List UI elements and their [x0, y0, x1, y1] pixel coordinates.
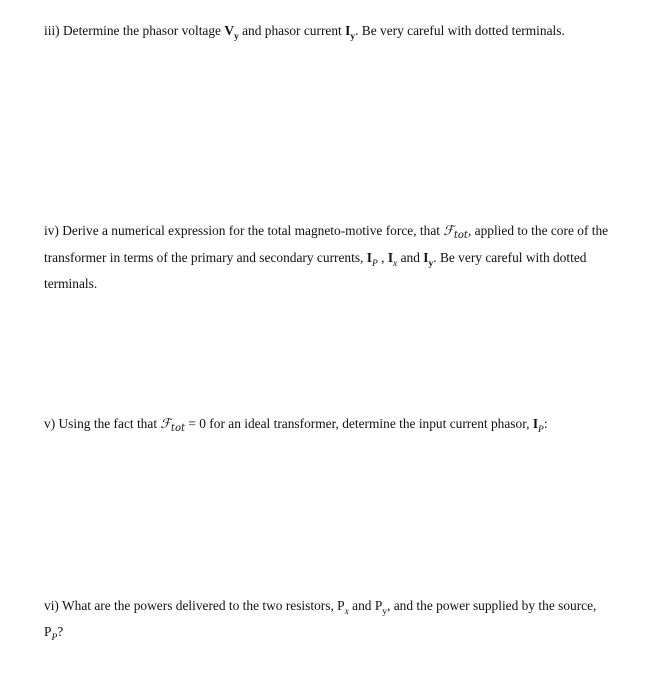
q4-iy-symbol: I	[423, 250, 429, 265]
q4-text-1: iv) Derive a numerical expression for the total magneto-motive force, that	[44, 223, 444, 238]
q4-text-3: . Be very careful with dotted terminals.	[44, 250, 587, 291]
q6-px-subscript: x	[344, 607, 349, 617]
q5-mmf-subscript: tot	[170, 423, 185, 434]
q6-text-2: , and the power supplied by the source, P	[44, 598, 597, 639]
q5-ip-subscript: P	[538, 425, 544, 435]
q4-comma: ,	[377, 250, 388, 265]
q3-current-symbol: I	[345, 23, 351, 38]
q4-mmf-subscript: tot	[453, 230, 468, 241]
q6-pp-subscript: P	[51, 633, 58, 643]
q5-mmf-symbol: ℱ	[160, 417, 171, 432]
q5-equals-zero: = 0	[184, 416, 206, 431]
question-iii	[44, 18, 614, 44]
q4-mmf-symbol: ℱ	[443, 224, 454, 239]
q3-voltage-subscript: y	[234, 32, 239, 42]
q4-text-2: , applied to the core of the transformer in terms of the primary and secondary currents,	[44, 223, 609, 265]
q3-text-2: and phasor current	[238, 23, 346, 38]
question-vi	[44, 593, 614, 645]
q6-and: and P	[348, 598, 383, 613]
q5-text-2: for an ideal transformer, determine the input current phasor,	[205, 416, 533, 431]
q3-text-3: . Be very careful with dotted terminals.	[355, 23, 565, 38]
q6-text-1: vi) What are the powers delivered to the two resistors, P	[44, 598, 345, 613]
q6-py-subscript: y	[382, 607, 388, 617]
q6-text-3: ?	[57, 624, 64, 639]
q3-voltage-symbol: V	[224, 23, 235, 38]
q5-text-1: v) Using the fact that	[44, 416, 161, 431]
q3-current-subscript: y	[350, 32, 356, 42]
q5-ip-symbol: I	[532, 416, 539, 431]
q4-iy-subscript: y	[428, 259, 434, 269]
q5-text-3: :	[543, 416, 548, 431]
q3-text-1: iii) Determine the phasor voltage	[44, 23, 225, 38]
q4-ix-symbol: I	[387, 250, 394, 265]
question-iv	[44, 218, 614, 297]
q4-ip-symbol: I	[366, 250, 372, 265]
q4-ix-subscript: x	[393, 259, 398, 269]
q4-ip-subscript: P	[371, 259, 378, 269]
question-v	[44, 411, 614, 438]
q4-and: and	[397, 250, 424, 265]
